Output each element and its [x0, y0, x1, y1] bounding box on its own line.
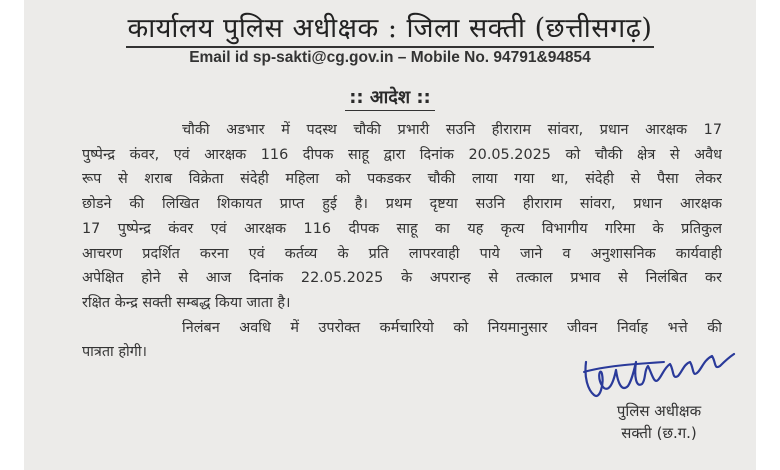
signatory-designation: पुलिस अधीक्षक: [616, 402, 702, 420]
office-heading-text: कार्यालय पुलिस अधीक्षक : जिला सक्ती (छत्तीसगढ़): [126, 13, 655, 48]
signatory-place: सक्ती (छ.ग.): [621, 424, 697, 442]
body-line: पुष्पेन्द्र कंवर, एवं आरक्षक 116 दीपक साहू द्वारा दिनांक 20.05.2025 को चौकी क्षेत्र से अवैध: [82, 146, 722, 163]
order-title: [24, 85, 756, 109]
body-line: आचरण प्रदर्शित करना एवं कर्तव्य के प्रति लापरवाही पाये जाने व अनुशासनिक कार्यवाही: [82, 245, 722, 262]
body-line: छोडने की लिखित शिकायत प्राप्त हुई है। प्रथम दृष्टया सउनि हीराराम सांवरा, प्रधान आरक्षक: [82, 196, 722, 213]
body-line: निलंबन अवधि में उपरोक्त कर्मचारियो को नियमानुसार जीवन निर्वाह भत्ते की: [182, 319, 722, 336]
body-line: चौकी अडभार में पदस्थ चौकी प्रभारी सउनि हीराराम सांवरा, प्रधान आरक्षक 17: [182, 122, 722, 138]
order-title-text: :: आदेश ::: [345, 87, 435, 111]
signatory-block: [584, 400, 734, 444]
order-body: [82, 118, 722, 365]
body-line: अपेक्षित होने से आज दिनांक 22.05.2025 के अपरान्ह से तत्काल प्रभाव से निलंबित कर: [82, 270, 722, 287]
contact-line: Email id sp-sakti@cg.gov.in – Mobile No. 94791&94854: [189, 49, 591, 66]
body-line: रक्षित केन्द्र सक्ती सम्बद्ध किया जाता है।: [82, 294, 291, 311]
office-heading: [24, 8, 756, 45]
body-line: 17 पुष्पेन्द्र कंवर एवं आरक्षक 116 दीपक साहू का यह कृत्य विभागीय गरिमा के प्रतिकुल: [82, 220, 722, 237]
body-line: पात्रता होगी।: [82, 344, 148, 361]
body-line: रूप से शराब विक्रेता संदेही महिला को पकडकर चौकी लाया गया था, संदेही से पैसा लेकर: [82, 171, 722, 188]
order-document: [24, 0, 756, 470]
